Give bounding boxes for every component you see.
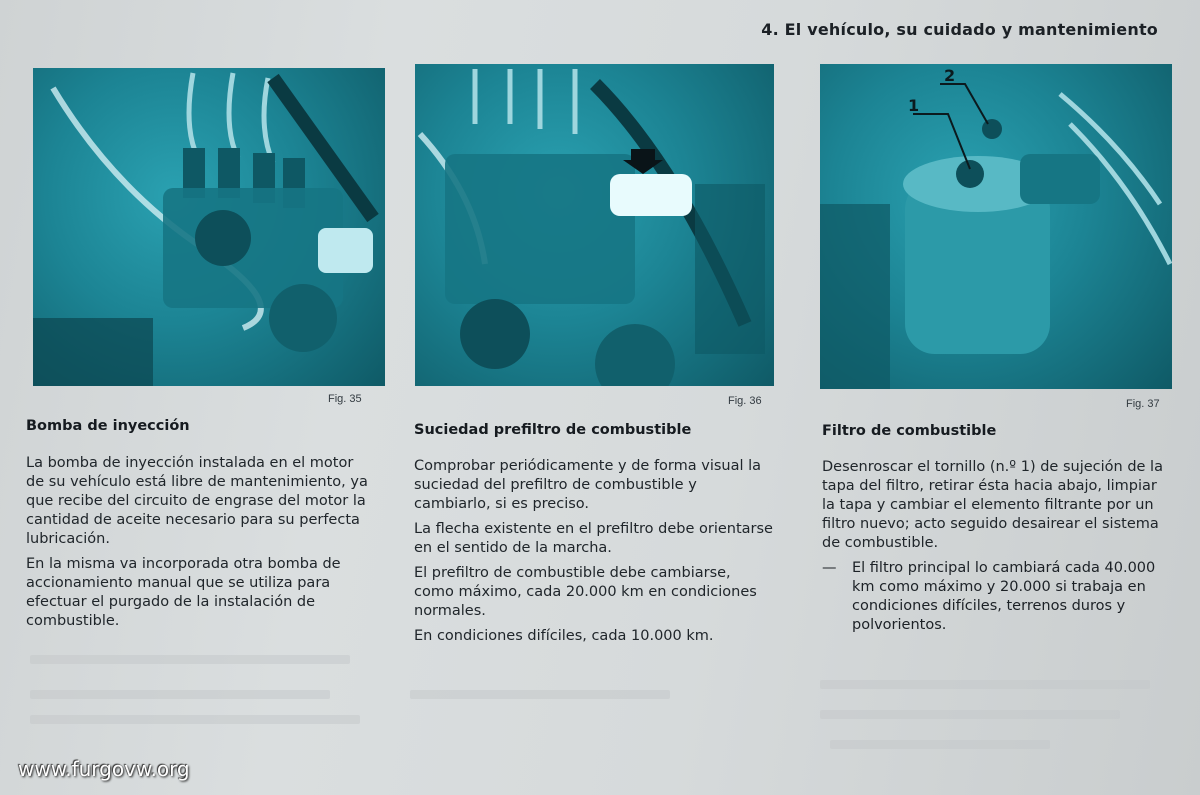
section-heading: Filtro de combustible (822, 423, 997, 439)
section-paragraph: La flecha existente en el prefiltro debe orientarse en el sentido de la marcha. (414, 521, 773, 556)
show-through-line (410, 690, 670, 699)
photo-injection-pump (33, 68, 385, 386)
bullet-text: El filtro principal lo cambiará cada 40.000 km como máximo y 20.000 si trabaja en condiciones difíciles, terrenos duros y polvorientos. (852, 560, 1156, 633)
callout-line-2 (940, 84, 988, 124)
show-through-line (30, 715, 360, 724)
show-through-line (820, 710, 1120, 719)
section-paragraph: La bomba de inyección instalada en el motor de su vehículo está libre de mantenimiento, ya que recibe del circuito de engrase del motor la cantidad de aceite necesario para su perfecta lubricación. (26, 455, 368, 547)
section-heading: Suciedad prefiltro de combustible (414, 422, 692, 438)
bullet-item (822, 559, 1174, 635)
photo-fuel-prefilter (415, 64, 774, 386)
section-heading: Bomba de inyección (26, 418, 190, 434)
show-through-line (820, 680, 1150, 689)
section-paragraph: El prefiltro de combustible debe cambiarse, como máximo, cada 20.000 km en condiciones normales. (414, 565, 757, 619)
bullet-marker: — (822, 560, 837, 576)
section-fuel-prefilter (414, 422, 774, 652)
section-paragraph: En condiciones difíciles, cada 10.000 km. (414, 628, 714, 644)
section-paragraph: Comprobar periódicamente y de forma visual la suciedad del prefiltro de combustible y cambiarlo, si es preciso. (414, 458, 762, 512)
section-paragraph: En la misma va incorporada otra bomba de accionamiento manual que se utiliza para efectuar el purgado de la instalación de combustible. (26, 556, 341, 629)
section-paragraph: Desenroscar el tornillo (n.º 1) de sujeción de la tapa del filtro, retirar ésta hacia abajo, limpiar la tapa y cambiar el elemento filtrante por un filtro nuevo; acto seguido desairear el sistema de combustible. (822, 459, 1163, 551)
callout-number-1: 1 (908, 96, 920, 115)
figure-label-37: Fig. 37 (1126, 398, 1160, 410)
chapter-header: 4. El vehículo, su cuidado y mantenimiento (761, 20, 1158, 39)
show-through-line (30, 690, 330, 699)
watermark: www.furgovw.org (18, 757, 190, 781)
engine-photo-illustration (820, 64, 1172, 389)
photo-fuel-filter (820, 64, 1172, 389)
section-injection-pump (26, 418, 371, 637)
callout-number-2: 2 (944, 66, 956, 85)
show-through-line (30, 655, 350, 664)
figure-label-35: Fig. 35 (328, 393, 362, 405)
section-fuel-filter (822, 423, 1174, 635)
figure-label-36: Fig. 36 (728, 395, 762, 407)
engine-photo-illustration (415, 64, 774, 386)
show-through-line (830, 740, 1050, 749)
engine-photo-illustration (33, 68, 385, 386)
